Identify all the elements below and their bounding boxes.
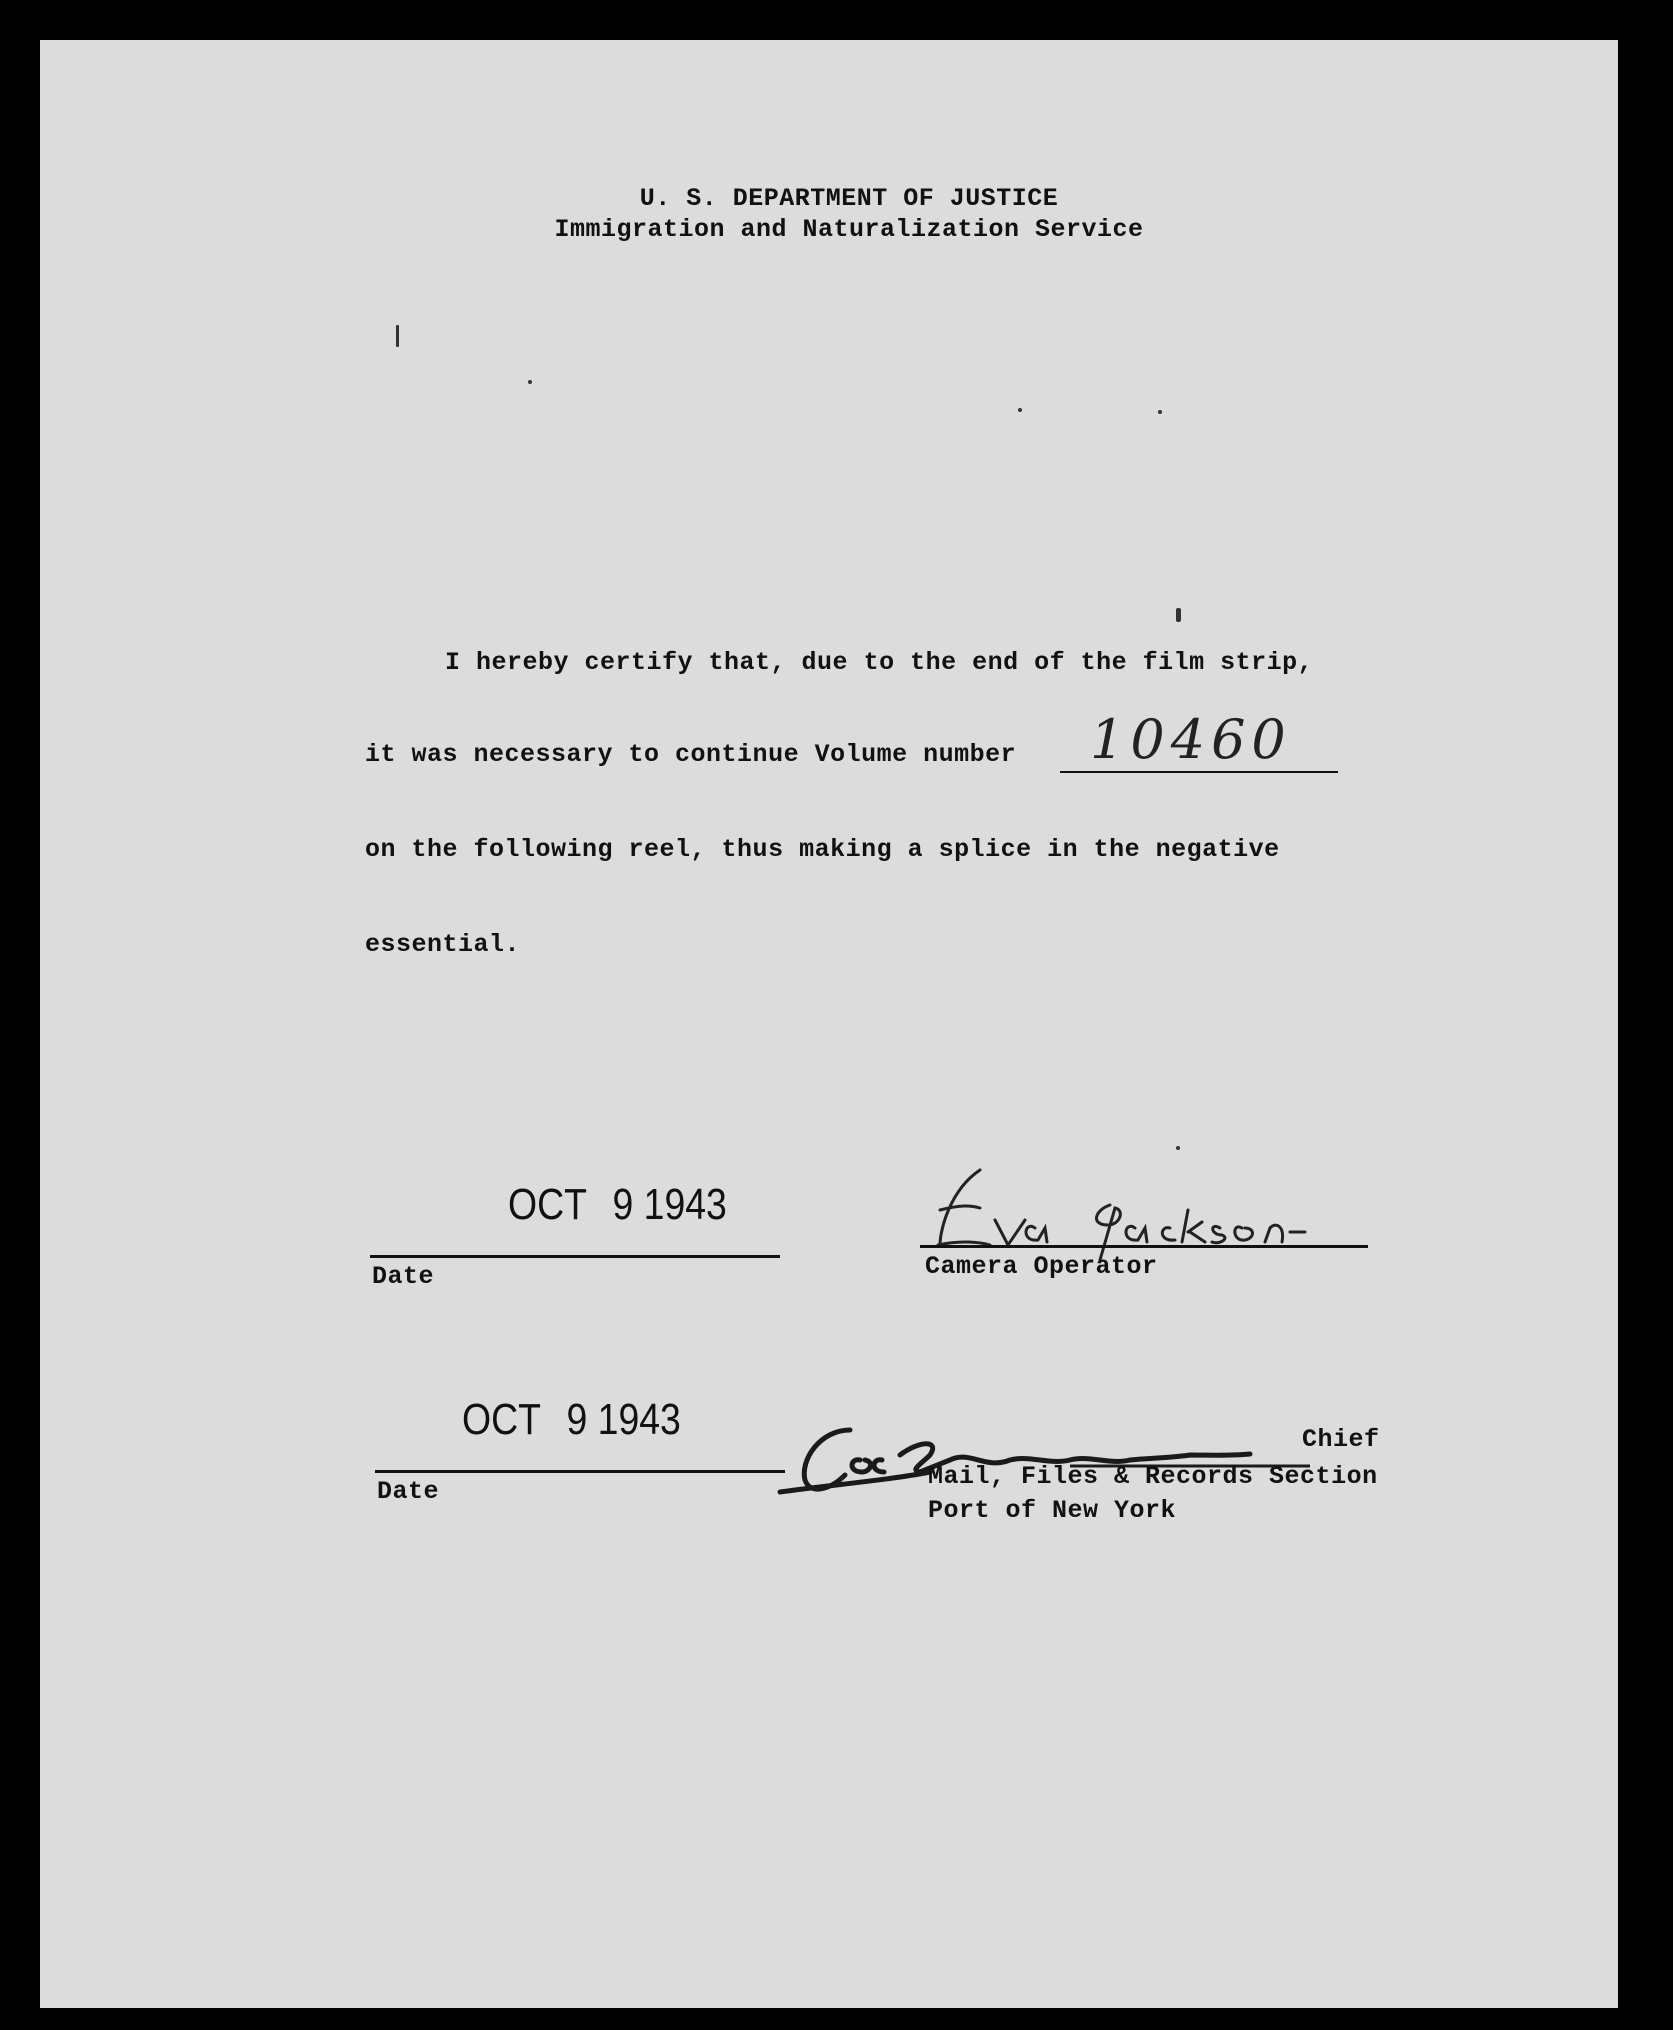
- date-stamp-2: [462, 1395, 681, 1445]
- date-stamp-1: [508, 1180, 727, 1230]
- date-line-1: [370, 1255, 780, 1258]
- scan-mark: [1176, 608, 1181, 622]
- date-label-1: Date: [372, 1262, 435, 1291]
- signature-line-1: [920, 1245, 1368, 1248]
- scan-speck: [1158, 410, 1162, 414]
- volume-number-rule: [1060, 771, 1338, 773]
- signature-chief: [770, 1400, 1320, 1510]
- certify-line-2: it was necessary to continue Volume number: [365, 740, 1017, 769]
- date-line-2: [375, 1470, 785, 1473]
- date-stamp-day-year: 9 1943: [612, 1180, 727, 1229]
- scan-speck: [528, 380, 532, 384]
- certify-line-3: on the following reel, thus making a splice in the negative: [365, 835, 1280, 864]
- certify-line-4: essential.: [365, 930, 521, 959]
- camera-operator-label: Camera Operator: [925, 1252, 1158, 1281]
- title-section: Mail, Files & Records Section: [928, 1462, 1378, 1491]
- date-stamp-month: OCT: [462, 1395, 541, 1444]
- certify-line-1: I hereby certify that, due to the end of the film strip,: [445, 648, 1314, 677]
- scan-mark: [396, 325, 399, 347]
- header-service: Immigration and Naturalization Service: [554, 215, 1144, 244]
- volume-number-handwritten: 10460: [1090, 708, 1292, 771]
- date-stamp-day-year: 9 1943: [566, 1395, 681, 1444]
- date-label-2: Date: [377, 1477, 440, 1506]
- title-port: Port of New York: [928, 1496, 1177, 1525]
- header-department: U. S. DEPARTMENT OF JUSTICE: [639, 184, 1059, 213]
- title-chief: Chief: [1302, 1425, 1380, 1454]
- signature-camera-operator: [920, 1150, 1360, 1260]
- date-stamp-month: OCT: [508, 1180, 587, 1229]
- document-page: [40, 40, 1618, 2008]
- scan-speck: [1018, 408, 1022, 412]
